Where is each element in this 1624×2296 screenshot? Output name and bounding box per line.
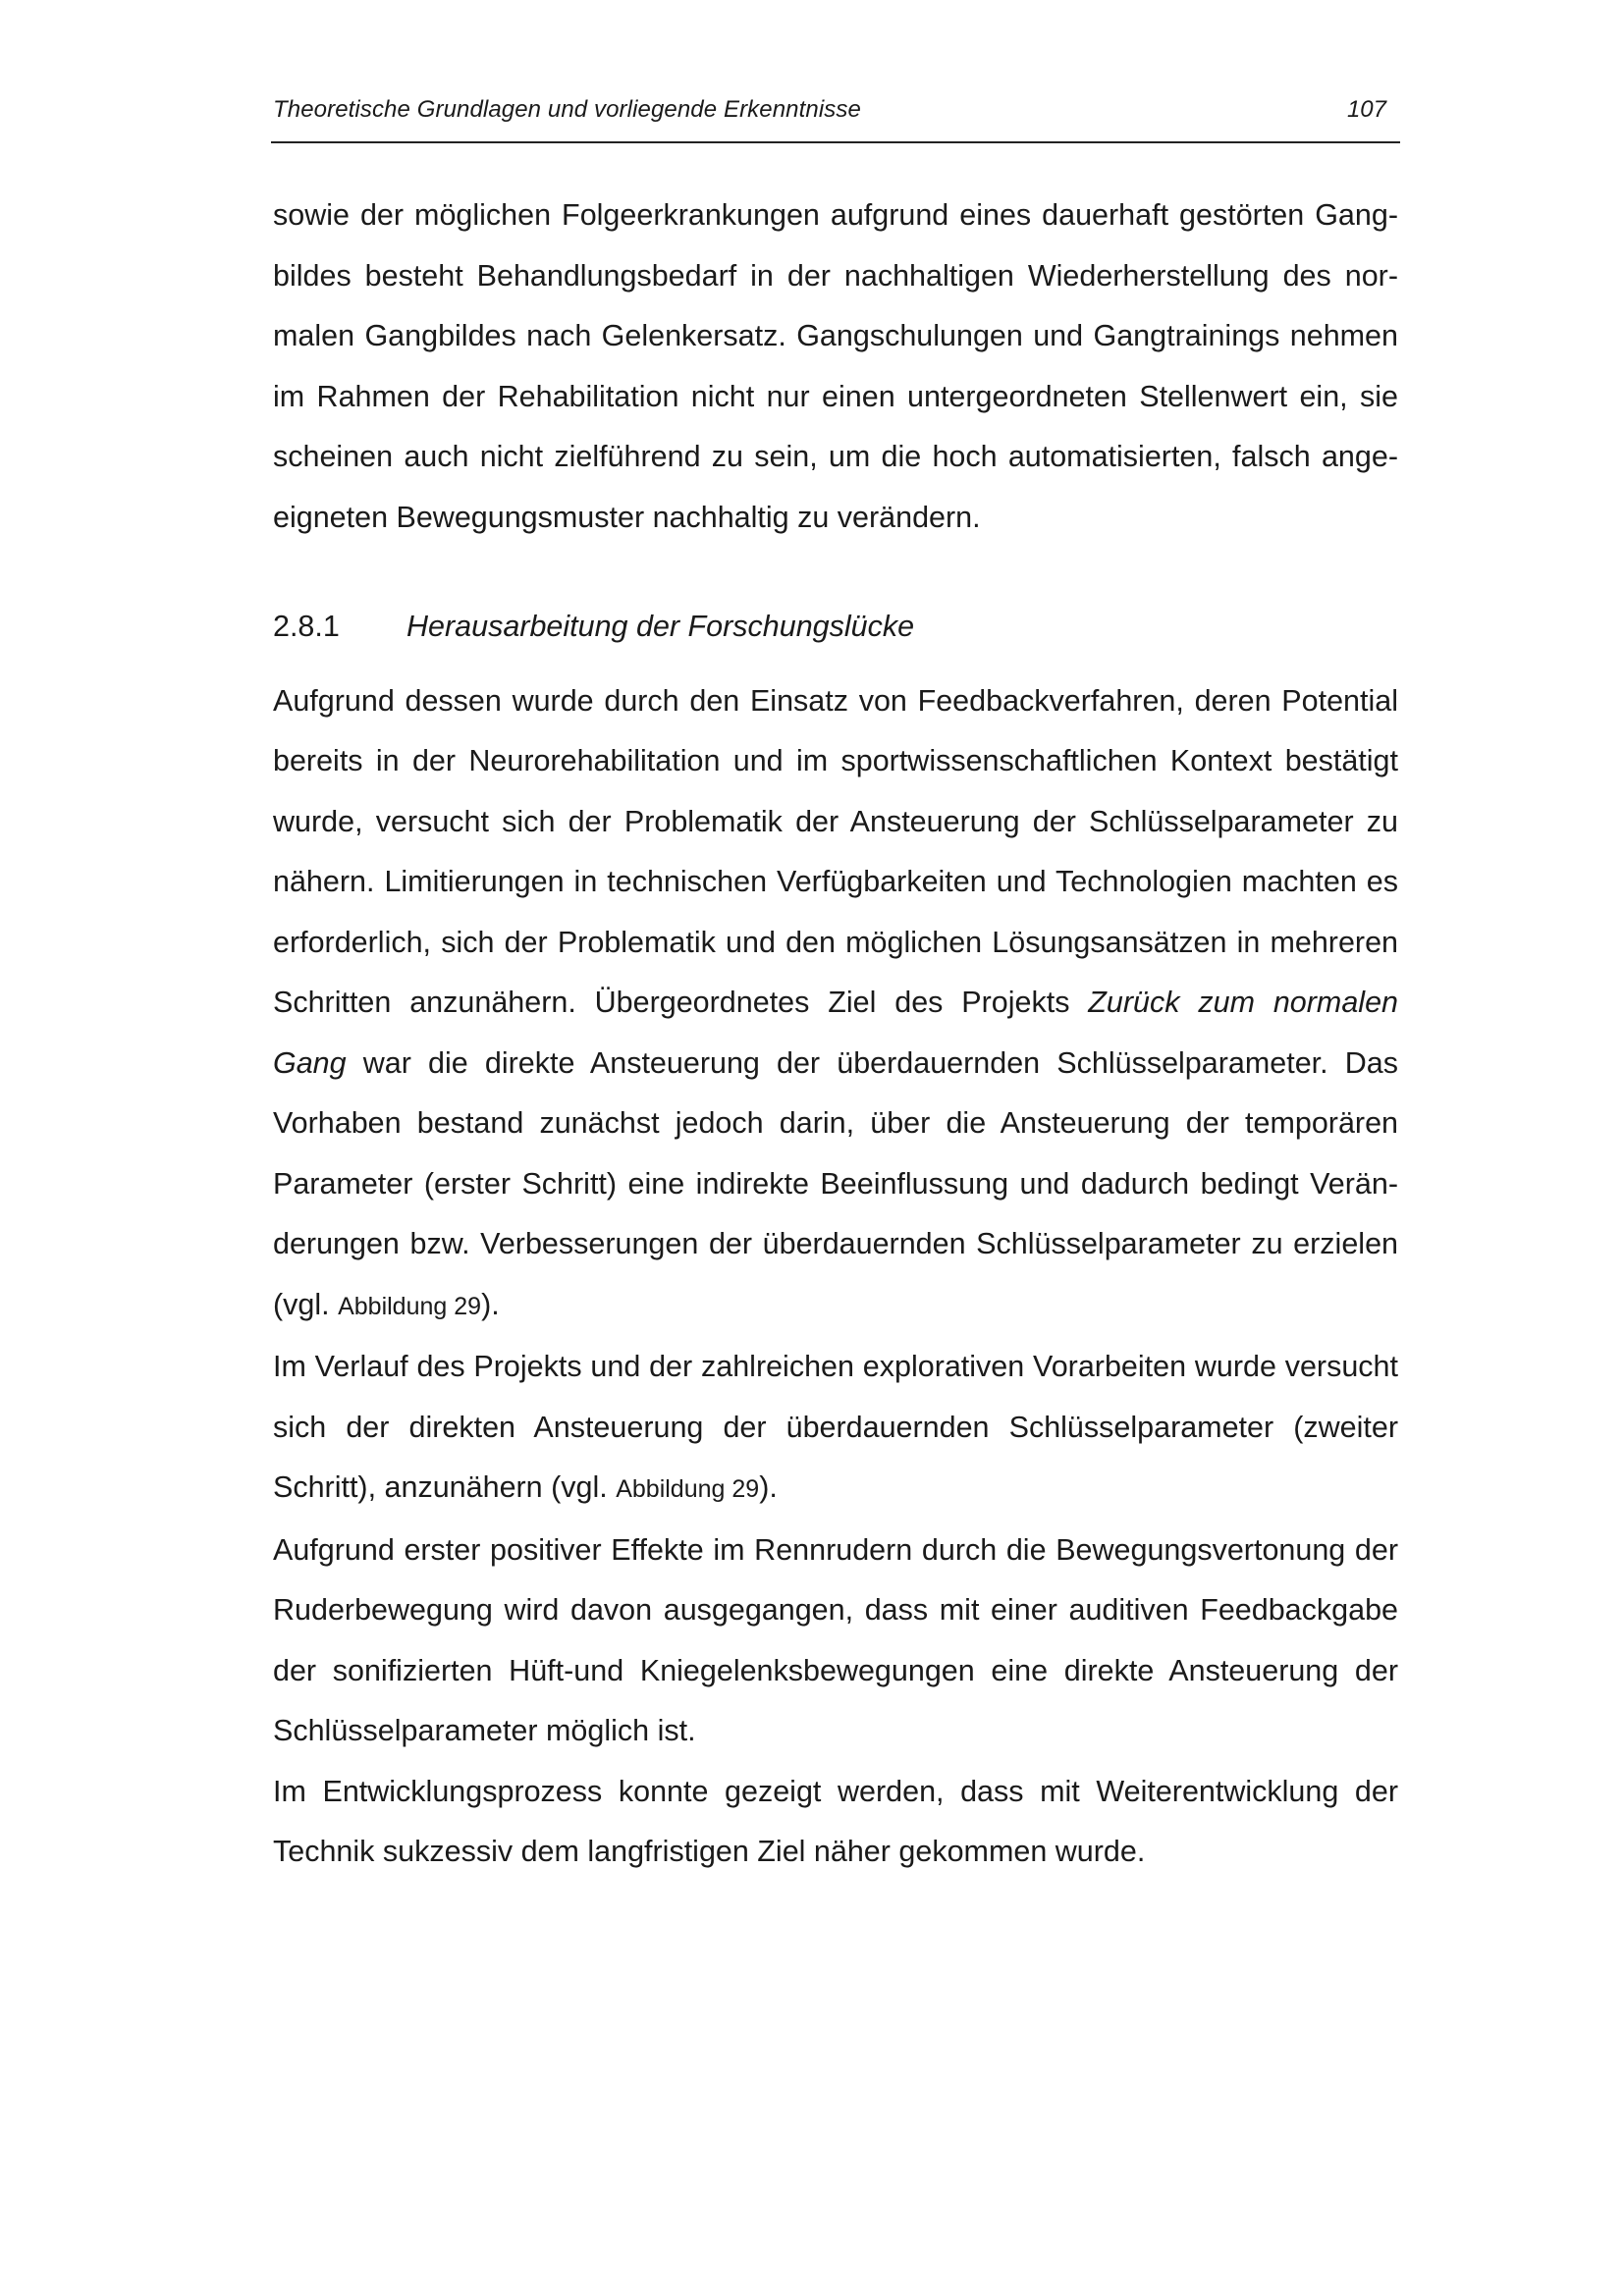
header-title: Theoretische Grundlagen und vorliegende Erkenntnisse	[273, 96, 861, 123]
paragraph-3-text-b: ).	[759, 1470, 778, 1504]
paragraph-2-text-a: Aufgrund dessen wurde durch den Einsatz von Feedbackverfahren, deren Potential bereits in der Neurorehabilitation und im sportwissenschaftlichen Kontext bestätigt wurde, versucht sich der Problematik der Ansteuerung der Schlüsselparameter zu nähern. Limitierungen in technischen Verfügbarkeiten und Technologien machten es erforderlich, sich der Problematik und den möglichen Lösungsansätzen in mehreren Schritten anzunähern. Übergeordnetes Ziel des Projekts	[273, 683, 1398, 1019]
paragraph-1: sowie der möglichen Folgeerkrankungen aufgrund eines dauerhaft gestörten Gangbildes besteht Behandlungsbedarf in der nachhaltigen Wiederherstellung des normalen Gangbildes nach Gelenkersatz. Gangschulungen und Gangtrainings nehmen im Rahmen der Rehabilitation nicht nur einen untergeordneten Stellenwert ein, sie scheinen auch nicht zielführend zu sein, um die hoch automatisierten, falsch angeeigneten Bewegungsmuster nachhaltig zu verändern.	[273, 198, 1398, 534]
page-number: 107	[1346, 96, 1386, 123]
paragraph-3-text-a: Im Verlauf des Projekts und der zahlreichen explorativen Vorarbeiten wurde versucht sich der direkten Ansteuerung der überdauernden Schlüsselparameter (zweiter Schritt), anzunähern (vgl.	[273, 1350, 1398, 1504]
paragraph-3	[273, 1337, 1398, 1521]
figure-reference: Abbildung 29	[616, 1475, 760, 1503]
section-title: Herausarbeitung der Forschungslücke	[406, 610, 915, 643]
project-name: Zurück zum normalen Gang	[273, 986, 1398, 1080]
figure-reference: Abbildung 29	[338, 1292, 482, 1320]
section-heading	[273, 597, 1398, 658]
body-text	[273, 186, 1398, 1883]
paragraph-4: Aufgrund erster positiver Effekte im Rennrudern durch die Bewegungsvertonung der Ruderbewegung wird davon ausgegangen, dass mit einer auditiven Feedbackgabe der sonifizierten Hüft-und Kniegelenksbewegungen eine direkte Ansteuerung der Schlüsselparameter möglich ist.	[273, 1532, 1398, 1747]
paragraph-2	[273, 671, 1398, 1338]
paragraph-2-text-c: ).	[481, 1287, 500, 1321]
running-header	[271, 94, 1400, 143]
section-number: 2.8.1	[273, 610, 340, 643]
paragraph-2-text-b: war die direkte Ansteuerung der überdauernden Schlüsselparameter. Das Vorhaben bestand zunächst jedoch darin, über die Ansteuerung der temporären Parameter (erster Schritt) eine indirekte Beeinflussung und dadurch bedingt Veränderungen bzw. Verbesserungen der überdauernden Schlüsselparameter zu erzielen (vgl.	[273, 1045, 1398, 1321]
paragraph-5: Im Entwicklungsprozess konnte gezeigt werden, dass mit Weiterentwicklung der Technik sukzessiv dem langfristigen Ziel näher gekommen wurde.	[273, 1774, 1398, 1868]
